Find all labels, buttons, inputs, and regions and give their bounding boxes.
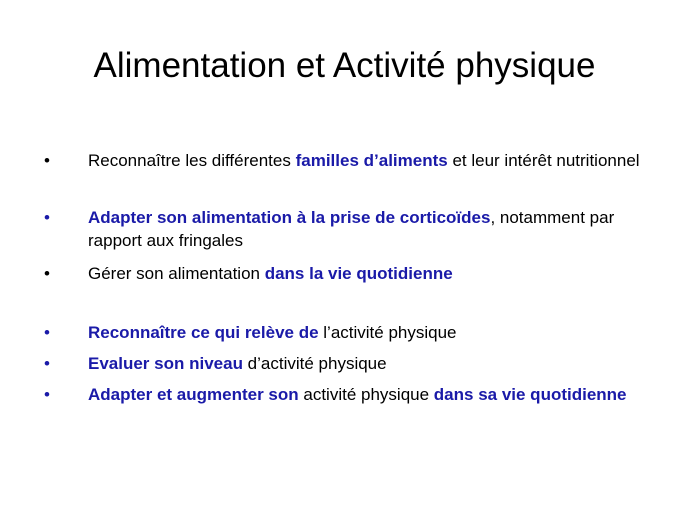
bullet-4-segment-1: Reconnaître ce qui relève de bbox=[88, 323, 319, 342]
bullet-3-segment-2: dans la vie quotidienne bbox=[264, 264, 453, 283]
bullet-2-segment-2: , notamment par rapport aux fringales bbox=[88, 208, 615, 250]
bullet-marker-1: • bbox=[44, 151, 50, 170]
bullet-text-5 bbox=[88, 352, 663, 375]
bullet-text-6 bbox=[88, 383, 663, 406]
bullet-6-segment-2: activité physique bbox=[298, 385, 434, 404]
bullet-marker-4: • bbox=[44, 323, 50, 342]
bullet-text-1 bbox=[88, 149, 663, 172]
bullet-6-segment-1: Adapter et augmenter son bbox=[88, 385, 299, 404]
bullet-marker-3: • bbox=[44, 264, 50, 283]
bullet-2-segment-1: Adapter son alimentation à la prise de corticoïdes bbox=[88, 208, 491, 227]
bullet-marker-2: • bbox=[44, 208, 50, 227]
bullet-5-segment-2: d’activité physique bbox=[242, 354, 387, 373]
bullet-text-2 bbox=[88, 206, 663, 252]
bullet-4-segment-2: l’activité physique bbox=[318, 323, 457, 342]
bullet-1-segment-1: Reconnaître les différentes bbox=[88, 151, 296, 170]
slide-title: Alimentation et Activité physique bbox=[93, 46, 596, 85]
bullet-5-segment-1: Evaluer son niveau bbox=[88, 354, 243, 373]
bullet-6-segment-3: dans sa vie quotidienne bbox=[433, 385, 627, 404]
bullet-marker-6: • bbox=[44, 385, 50, 404]
bullet-1-segment-3: et leur intérêt nutritionnel bbox=[447, 151, 640, 170]
bullet-text-3 bbox=[88, 262, 663, 285]
bullet-text-4 bbox=[88, 321, 663, 344]
bullet-3-segment-1: Gérer son alimentation bbox=[88, 264, 265, 283]
bullet-1-segment-2: familles d’aliments bbox=[295, 151, 448, 170]
bullet-marker-5: • bbox=[44, 354, 50, 373]
